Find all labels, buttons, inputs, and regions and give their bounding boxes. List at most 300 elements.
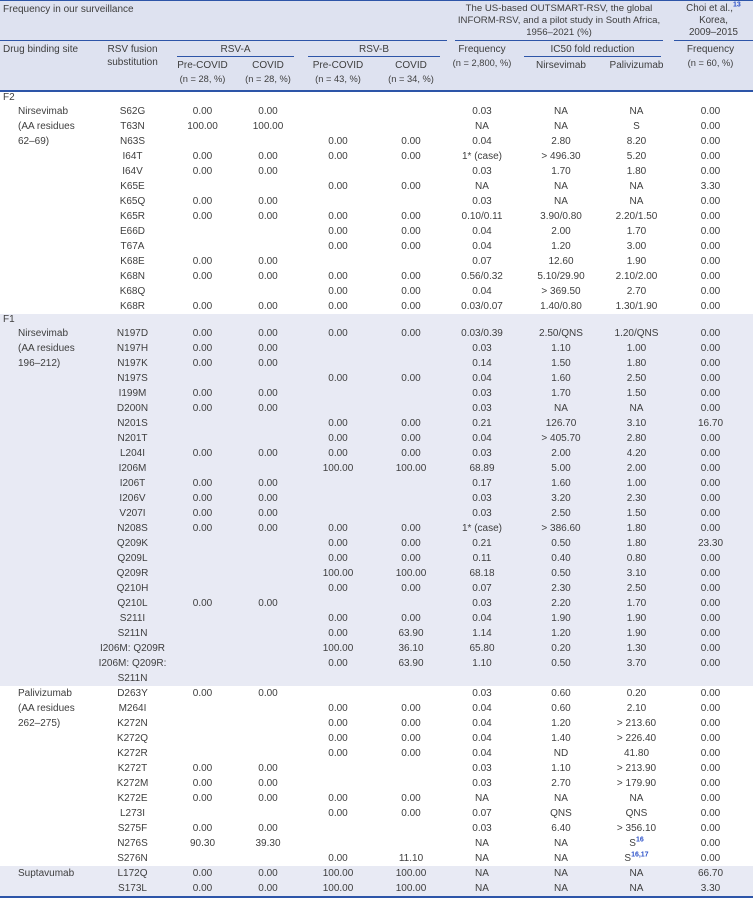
rsv-a-covid-cell	[235, 806, 301, 821]
choi-frequency-cell: 0.00	[700, 613, 721, 624]
frequency-cell: 0.07	[472, 808, 492, 819]
rsv-b-pre-covid-cell: 0.00	[328, 211, 348, 222]
palivizumab-ic50-cell: 2.70	[626, 286, 647, 297]
rsv-a-covid-cell	[235, 851, 301, 866]
substitution-cell: K68R	[119, 301, 145, 312]
table-row	[95, 194, 753, 209]
group-ic50: IC50 fold reduction Nirsevimab Palivizumab	[517, 41, 668, 90]
substitution-cell: S62G	[119, 106, 146, 117]
palivizumab-ic50-cell: 1.80	[626, 358, 647, 369]
frequency-cell: 1.14	[472, 628, 492, 639]
palivizumab-ic50-cell: 0.80	[626, 553, 647, 564]
rsv-a-pre-covid-cell: 0.00	[192, 388, 213, 399]
substitution-cell: Q209L	[117, 553, 148, 564]
choi-frequency-cell: 0.00	[700, 433, 721, 444]
frequency-cell: 0.04	[472, 703, 492, 714]
rsv-a-covid-cell	[235, 641, 301, 656]
rsv-a-covid-cell: 0.00	[258, 478, 278, 489]
rsv-b-covid-cell	[375, 686, 447, 701]
rsv-a-pre-covid-cell	[170, 239, 235, 254]
table-row	[95, 581, 753, 596]
table-row	[95, 134, 753, 149]
rsv-a-pre-covid-cell: 0.00	[192, 508, 213, 519]
rsv-a-pre-covid-cell	[170, 371, 235, 386]
rsv-b-covid-cell	[375, 254, 447, 269]
substitution-cell: K68Q	[119, 286, 146, 297]
frequency-cell: 0.04	[472, 226, 492, 237]
col-nirsevimab: Nirsevimab	[535, 60, 586, 71]
rsv-a-pre-covid-cell: 0.00	[192, 448, 213, 459]
frequency-cell: NA	[475, 793, 489, 804]
rsv-b-covid-cell	[375, 164, 447, 179]
palivizumab-ic50-cell: > 213.60	[616, 718, 657, 729]
rsv-b-covid-cell: 0.00	[401, 448, 421, 459]
palivizumab-ic50-cell: > 356.10	[616, 823, 657, 834]
rsv-a-covid-cell	[235, 746, 301, 761]
nirsevimab-ic50-cell: 1.20	[551, 628, 571, 639]
table-section	[0, 314, 753, 686]
palivizumab-ic50-cell: 1.30	[626, 643, 647, 654]
substitution-cell: T63N	[120, 121, 145, 132]
rsv-b-pre-covid-cell: 0.00	[328, 553, 348, 564]
palivizumab-ic50-cell: 3.70	[626, 658, 647, 669]
palivizumab-ic50-cell: 1.00	[626, 478, 647, 489]
table-row	[95, 506, 753, 521]
nirsevimab-ic50-cell: 2.50/QNS	[539, 328, 583, 339]
rsv-a-pre-covid-cell	[170, 611, 235, 626]
rsv-b-pre-covid-cell	[301, 104, 375, 119]
rsv-b-pre-covid-cell: 0.00	[328, 793, 348, 804]
rsv-a-pre-covid-cell: 0.00	[192, 403, 213, 414]
palivizumab-ic50-cell: 41.80	[623, 748, 650, 759]
choi-frequency-cell: 0.00	[700, 853, 721, 864]
rsv-a-covid-cell: 39.30	[255, 838, 281, 849]
table-row	[95, 566, 753, 581]
choi-years: 2009–2015	[688, 27, 739, 38]
nirsevimab-ic50-cell: NA	[554, 403, 568, 414]
col-b-pre-covid: Pre-COVID (n = 43, %)	[312, 60, 364, 84]
choi-frequency-cell: 0.00	[700, 301, 721, 312]
table-row	[95, 791, 753, 806]
rsv-b-covid-cell: 11.10	[398, 853, 424, 864]
frequency-cell: 0.14	[472, 358, 492, 369]
rsv-a-covid-cell: 0.00	[258, 763, 278, 774]
palivizumab-ic50-cell: S	[633, 121, 640, 132]
palivizumab-ic50-cell: 2.20/1.50	[615, 211, 658, 222]
substitution-cell: K68N	[119, 271, 145, 282]
substitution-cell: K65E	[120, 181, 145, 192]
table-header	[0, 1, 753, 92]
nirsevimab-ic50-cell: NA	[554, 121, 568, 132]
rsv-a-covid-cell	[235, 371, 301, 386]
nirsevimab-ic50-cell: 12.60	[548, 256, 574, 267]
rsv-a-pre-covid-cell	[170, 731, 235, 746]
rsv-a-pre-covid-cell	[170, 224, 235, 239]
frequency-cell: 0.04	[472, 241, 492, 252]
rsv-a-pre-covid-cell: 0.00	[192, 301, 213, 312]
rsv-a-covid-cell: 0.00	[258, 106, 278, 117]
choi-frequency-cell: 0.00	[700, 211, 721, 222]
drug-binding-site: Nirsevimab (AA residues 62–69)	[18, 106, 75, 147]
choi-frequency-cell: 0.00	[700, 793, 721, 804]
substitution-cell: K272E	[117, 793, 148, 804]
table-row	[95, 119, 753, 134]
nirsevimab-ic50-cell: 1.60	[551, 373, 571, 384]
substitution-cell: N208S	[117, 523, 148, 534]
palivizumab-ic50-cell: 8.20	[626, 136, 647, 147]
rsv-b-pre-covid-cell: 0.00	[328, 418, 348, 429]
nirsevimab-ic50-cell: QNS	[550, 808, 572, 819]
palivizumab-ic50-cell: NA	[629, 868, 644, 879]
nirsevimab-ic50-cell: > 496.30	[541, 151, 581, 162]
palivizumab-ic50-cell: 1.50	[626, 388, 647, 399]
frequency-cell: 0.56/0.32	[461, 271, 503, 282]
rsv-b-covid-cell: 0.00	[401, 286, 421, 297]
substitution-cell: Q210H	[116, 583, 149, 594]
frequency-cell: NA	[475, 883, 489, 894]
rsv-a-covid-cell: 0.00	[258, 328, 278, 339]
rsv-a-pre-covid-cell: 0.00	[192, 271, 213, 282]
table-row	[95, 851, 753, 866]
rsv-b-pre-covid-cell: 0.00	[328, 613, 348, 624]
rsv-b-covid-cell: 0.00	[401, 211, 421, 222]
rsv-a-covid-cell	[235, 179, 301, 194]
rsv-a-covid-cell: 0.00	[258, 883, 278, 894]
table-row	[95, 536, 753, 551]
choi-frequency-cell: 0.00	[700, 583, 721, 594]
table-row	[95, 686, 753, 701]
table-row	[95, 386, 753, 401]
rsv-a-covid-cell	[235, 626, 301, 641]
citation-ref[interactable]: 16,17	[631, 851, 649, 859]
palivizumab-ic50-cell: NA	[629, 181, 644, 192]
palivizumab-ic50-cell: 1.70	[626, 226, 647, 237]
palivizumab-ic50-cell: S$^{16}$	[629, 836, 644, 849]
table-row	[95, 149, 753, 164]
choi-frequency-cell: 0.00	[700, 448, 721, 459]
palivizumab-ic50-cell: NA	[629, 883, 644, 894]
rsv-b-covid-cell: 0.00	[401, 241, 421, 252]
nirsevimab-ic50-cell: 5.10/29.90	[537, 271, 585, 282]
rsv-a-pre-covid-cell: 0.00	[192, 793, 213, 804]
substitution-cell: N276S	[117, 838, 148, 849]
rsv-b-covid-cell	[375, 776, 447, 791]
palivizumab-ic50-cell: > 179.90	[616, 778, 657, 789]
frequency-cell: 0.03	[472, 598, 492, 609]
nirsevimab-ic50-cell: 2.70	[551, 778, 571, 789]
substitution-cell: I206M: Q209R	[99, 643, 166, 654]
substitution-cell: K68E	[120, 256, 145, 267]
choi-frequency-cell: 0.00	[700, 463, 721, 474]
rsv-a-pre-covid-cell	[170, 716, 235, 731]
rsv-a-pre-covid-cell: 0.00	[192, 256, 213, 267]
substitution-cell: I206M	[118, 463, 147, 474]
rsv-a-pre-covid-cell	[170, 701, 235, 716]
frequency-cell: 1* (case)	[461, 523, 502, 534]
rsv-b-pre-covid-cell	[301, 194, 375, 209]
rsv-a-covid-cell	[235, 611, 301, 626]
table-row	[95, 446, 753, 461]
rsv-a-pre-covid-cell	[170, 656, 235, 686]
rsv-a-covid-cell: 0.00	[258, 688, 278, 699]
rsv-b-pre-covid-cell: 0.00	[328, 151, 348, 162]
rsv-a-pre-covid-cell	[170, 284, 235, 299]
rsv-b-pre-covid-cell: 100.00	[322, 883, 354, 894]
table-row	[95, 626, 753, 641]
choi-frequency-cell: 0.00	[700, 493, 721, 504]
col-a-pre-covid: Pre-COVID (n = 28, %)	[177, 60, 228, 84]
rsv-a-covid-cell: 0.00	[258, 211, 278, 222]
nirsevimab-ic50-cell: 6.40	[551, 823, 571, 834]
rsv-b-covid-cell: 63.90	[398, 658, 424, 669]
rsv-b-pre-covid-cell	[301, 341, 375, 356]
nirsevimab-ic50-cell: NA	[554, 196, 568, 207]
choi-frequency-cell: 0.00	[700, 166, 721, 177]
rsv-a-covid-cell: 0.00	[258, 166, 278, 177]
nirsevimab-ic50-cell: NA	[554, 106, 568, 117]
rsv-a-covid-cell	[235, 731, 301, 746]
rsv-a-pre-covid-cell: 0.00	[192, 823, 213, 834]
rsv-b-covid-cell: 0.00	[401, 613, 421, 624]
rsv-b-covid-cell	[375, 506, 447, 521]
nirsevimab-ic50-cell: NA	[554, 883, 568, 894]
nirsevimab-ic50-cell: 1.40	[551, 733, 571, 744]
section-label: F1	[3, 314, 15, 325]
rsv-b-covid-cell: 0.00	[401, 181, 421, 192]
substitution-cell: N197S	[117, 373, 148, 384]
choi-frequency-cell: 0.00	[700, 838, 721, 849]
rsv-b-pre-covid-cell: 0.00	[328, 136, 348, 147]
surveillance-group-header: Frequency in our surveillance	[0, 1, 447, 41]
nirsevimab-ic50-cell: 0.50	[551, 538, 571, 549]
rsv-b-pre-covid-cell	[301, 686, 375, 701]
outsmart-line-2: INFORM-RSV, and a pilot study in South Africa,	[457, 15, 661, 26]
rsv-b-pre-covid-cell: 100.00	[322, 463, 354, 474]
choi-frequency-cell: 3.30	[700, 181, 721, 192]
rsv-a-covid-cell: 0.00	[258, 868, 278, 879]
rsv-b-covid-cell: 63.90	[398, 628, 424, 639]
rsv-b-covid-cell: 0.00	[401, 718, 421, 729]
choi-frequency-cell: 0.00	[700, 343, 721, 354]
rsv-a-pre-covid-cell	[170, 431, 235, 446]
palivizumab-ic50-cell: 1.80	[626, 166, 647, 177]
substitution-cell: M264I	[118, 703, 147, 714]
rsv-a-pre-covid-cell: 100.00	[187, 121, 218, 132]
rsv-b-covid-cell	[375, 341, 447, 356]
choi-frequency-cell: 0.00	[700, 658, 721, 669]
table-row	[95, 239, 753, 254]
palivizumab-ic50-cell: 3.10	[626, 568, 647, 579]
palivizumab-ic50-cell: 1.70	[626, 598, 647, 609]
table-section	[0, 686, 753, 866]
nirsevimab-ic50-cell: 5.00	[551, 463, 571, 474]
rsv-a-pre-covid-cell: 0.00	[192, 343, 213, 354]
rsv-b-covid-cell: 100.00	[395, 463, 427, 474]
rsv-a-pre-covid-cell: 90.30	[189, 838, 216, 849]
frequency-cell: 68.89	[469, 463, 495, 474]
frequency-cell: 0.04	[472, 373, 492, 384]
nirsevimab-ic50-cell: 1.70	[551, 388, 571, 399]
choi-frequency-cell: 16.70	[697, 418, 724, 429]
substitution-cell: L204I	[119, 448, 146, 459]
rsv-a-pre-covid-cell: 0.00	[192, 868, 213, 879]
nirsevimab-ic50-cell: NA	[554, 853, 568, 864]
frequency-cell: 1* (case)	[461, 151, 502, 162]
rsv-a-pre-covid-cell: 0.00	[192, 106, 213, 117]
nirsevimab-ic50-cell: 0.50	[551, 568, 571, 579]
substitution-cell: K272N	[117, 718, 148, 729]
substitution-cell: Q210L	[117, 598, 148, 609]
rsv-b-pre-covid-cell: 0.00	[328, 538, 348, 549]
palivizumab-ic50-cell: > 213.90	[616, 763, 657, 774]
palivizumab-ic50-cell: 1.30/1.90	[615, 301, 658, 312]
rsv-a-covid-cell: 0.00	[258, 196, 278, 207]
nirsevimab-ic50-cell: > 405.70	[541, 433, 581, 444]
choi-frequency-cell: 0.00	[700, 763, 721, 774]
table-row	[95, 776, 753, 791]
substitution-cell: I199M	[118, 388, 147, 399]
rsv-a-covid-cell: 0.00	[258, 598, 278, 609]
frequency-cell: 0.03	[472, 493, 492, 504]
rsv-b-covid-cell: 0.00	[401, 226, 421, 237]
citation-ref-13[interactable]: 13	[733, 1, 741, 9]
table-row	[95, 821, 753, 836]
col-frequency: Frequency (n = 2,800, %)	[452, 44, 512, 68]
rsv-a-pre-covid-cell	[170, 551, 235, 566]
rsv-a-pre-covid-cell: 0.00	[192, 598, 213, 609]
table-row	[95, 656, 753, 686]
substitution-cell: T67A	[120, 241, 145, 252]
nirsevimab-ic50-cell: 2.80	[551, 136, 571, 147]
nirsevimab-ic50-cell: 1.50	[551, 358, 571, 369]
rsv-b-pre-covid-cell: 0.00	[328, 328, 348, 339]
rsv-a-pre-covid-cell: 0.00	[192, 883, 213, 894]
citation-ref[interactable]: 16	[635, 836, 644, 844]
col-a-covid: COVID (n = 28, %)	[245, 60, 291, 84]
palivizumab-ic50-cell: NA	[629, 106, 644, 117]
substitution-cell: N201S	[117, 418, 148, 429]
rsv-b-covid-cell: 0.00	[401, 328, 421, 339]
choi-frequency-cell: 0.00	[700, 136, 721, 147]
table-row	[95, 731, 753, 746]
choi-frequency-cell: 0.00	[700, 388, 721, 399]
frequency-cell: 0.21	[472, 538, 492, 549]
table-row	[95, 611, 753, 626]
choi-frequency-cell: 0.00	[700, 553, 721, 564]
rsv-a-pre-covid-cell: 0.00	[192, 763, 213, 774]
table-row	[95, 761, 753, 776]
rsv-b-covid-cell: 0.00	[401, 523, 421, 534]
rsv-a-pre-covid-cell: 0.00	[192, 211, 213, 222]
frequency-cell: 0.03	[472, 388, 492, 399]
nirsevimab-ic50-cell: 1.20	[551, 718, 571, 729]
frequency-cell: NA	[475, 121, 489, 132]
frequency-cell: 0.03	[472, 403, 492, 414]
rsv-a-covid-cell: 0.00	[258, 778, 278, 789]
rsv-a-covid-cell	[235, 656, 301, 686]
rsv-b-pre-covid-cell	[301, 761, 375, 776]
choi-frequency-cell: 0.00	[700, 241, 721, 252]
rsv-b-pre-covid-cell: 0.00	[328, 448, 348, 459]
nirsevimab-ic50-cell: 126.70	[545, 418, 577, 429]
choi-group-header	[668, 1, 753, 41]
table-row	[95, 401, 753, 416]
rsv-a-covid-cell	[235, 536, 301, 551]
col-drug-binding-site: Drug binding site	[3, 44, 79, 55]
rsv-b-pre-covid-cell: 0.00	[328, 523, 348, 534]
rsv-a-covid-cell	[235, 284, 301, 299]
table-row	[95, 284, 753, 299]
rsv-b-covid-cell	[375, 491, 447, 506]
substitution-cell: I206M: Q209R: S211N	[98, 658, 167, 684]
rsv-b-pre-covid-cell: 0.00	[328, 733, 348, 744]
palivizumab-ic50-cell: 1.90	[626, 628, 647, 639]
column-header-row	[0, 41, 753, 90]
rsv-b-covid-cell: 100.00	[395, 883, 427, 894]
frequency-cell: 0.21	[472, 418, 492, 429]
frequency-cell: NA	[475, 838, 489, 849]
palivizumab-ic50-cell: 1.80	[626, 538, 647, 549]
substitution-cell: K65R	[119, 211, 145, 222]
choi-frequency-cell: 0.00	[700, 778, 721, 789]
choi-frequency-cell: 0.00	[700, 121, 721, 132]
rsv-a-covid-cell: 0.00	[258, 343, 278, 354]
choi-frequency-cell: 0.00	[700, 358, 721, 369]
rsv-b-covid-cell: 0.00	[401, 748, 421, 759]
rsv-b-covid-cell: 0.00	[401, 136, 421, 147]
palivizumab-ic50-cell: 1.50	[626, 508, 647, 519]
rsv-a-covid-cell: 0.00	[258, 793, 278, 804]
choi-frequency-cell: 0.00	[700, 523, 721, 534]
palivizumab-ic50-cell: 2.50	[626, 373, 647, 384]
choi-frequency-cell: 0.00	[700, 403, 721, 414]
choi-frequency-cell: 3.30	[700, 883, 721, 894]
rsv-a-covid-cell: 0.00	[258, 823, 278, 834]
frequency-cell: 0.03	[472, 196, 492, 207]
substitution-cell: Q209K	[116, 538, 149, 549]
substitution-cell: I64V	[122, 166, 143, 177]
rsv-a-pre-covid-cell: 0.00	[192, 478, 213, 489]
table-row	[95, 521, 753, 536]
rsv-b-covid-cell: 0.00	[401, 301, 421, 312]
nirsevimab-ic50-cell: 0.20	[551, 643, 571, 654]
nirsevimab-ic50-cell: NA	[554, 181, 568, 192]
palivizumab-ic50-cell: NA	[629, 403, 644, 414]
table-row	[95, 881, 753, 896]
rsv-b-covid-cell	[375, 761, 447, 776]
choi-frequency-cell: 0.00	[700, 256, 721, 267]
frequency-cell: 0.03/0.07	[461, 301, 503, 312]
nirsevimab-ic50-cell: 1.60	[551, 478, 571, 489]
rsv-b-covid-cell	[375, 194, 447, 209]
choi-frequency-cell: 0.00	[700, 718, 721, 729]
nirsevimab-ic50-cell: 1.10	[551, 343, 571, 354]
choi-frequency-cell: 0.00	[700, 271, 721, 282]
table-row	[95, 641, 753, 656]
rsv-b-pre-covid-cell: 0.00	[328, 853, 348, 864]
frequency-cell: 0.03	[472, 763, 492, 774]
group-rsv-a: RSV-A Pre-COVID (n = 28, %) COVID (n = 28, %)	[170, 41, 301, 90]
palivizumab-ic50-cell: 2.10	[626, 703, 647, 714]
rsv-b-pre-covid-cell	[301, 401, 375, 416]
rsv-b-pre-covid-cell	[301, 836, 375, 851]
palivizumab-ic50-cell: 3.10	[626, 418, 647, 429]
table-row	[95, 716, 753, 731]
frequency-cell: 0.03	[472, 343, 492, 354]
rsv-a-covid-cell: 0.00	[258, 508, 278, 519]
frequency-cell: 0.03	[472, 778, 492, 789]
choi-country: Korea,	[699, 15, 728, 26]
